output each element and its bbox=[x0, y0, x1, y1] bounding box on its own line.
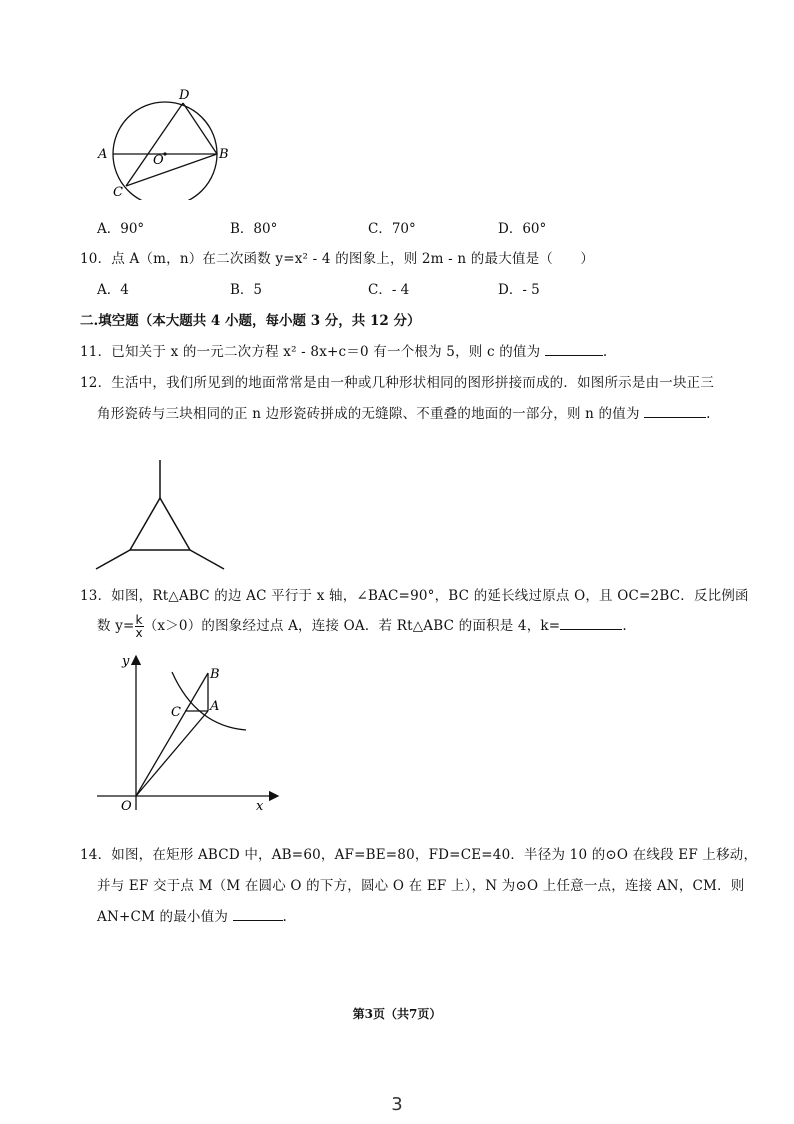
q14-answer-blank[interactable] bbox=[233, 908, 283, 921]
q9-option-a[interactable]: A．90° bbox=[97, 221, 145, 237]
q14-line-1: 14．如图，在矩形 ABCD 中，AB=60，AF=BE=80，FD=CE=40．半径为 10 的⊙O 在线段 EF 上移动， bbox=[80, 847, 758, 863]
q12-answer-blank[interactable] bbox=[644, 405, 706, 418]
section-title-fill-in: 二.填空题（本大题共 4 小题，每小题 3 分，共 12 分） bbox=[80, 313, 421, 329]
q12-line-2: 角形瓷砖与三块相同的正 n 边形瓷砖拼成的无缝隙、不重叠的地面的一部分，则 n 的值为 . bbox=[97, 406, 711, 422]
q14-line-2: 并与 EF 交于点 M（M 在圆心 O 的下方，圆心 O 在 EF 上），N 为⊙O 上任意一点，连接 AN，CM．则 bbox=[97, 878, 745, 894]
point-b-label: B bbox=[210, 667, 220, 682]
label-b: B bbox=[219, 147, 229, 162]
coordinate-figure bbox=[92, 650, 282, 815]
tiling-figure bbox=[90, 455, 240, 575]
q10-option-c[interactable]: C．- 4 bbox=[368, 282, 410, 298]
page-info: 第3页（共7页） bbox=[352, 1007, 442, 1021]
label-a: A bbox=[98, 147, 108, 162]
q10-option-a[interactable]: A．4 bbox=[97, 282, 129, 298]
point-c-label: C bbox=[171, 705, 181, 720]
q9-option-c[interactable]: C．70° bbox=[368, 221, 416, 237]
q11-stem: 11．已知关于 x 的一元二次方程 x² - 8x+c＝0 有一个根为 5，则 c 的值为 . bbox=[80, 344, 608, 360]
q9-option-d[interactable]: D．60° bbox=[498, 221, 547, 237]
q13-line-1: 13．如图，Rt△ABC 的边 AC 平行于 x 轴，∠BAC=90°，BC 的延长线过原点 O，且 OC=2BC．反比例函 bbox=[80, 588, 749, 604]
origin-label: O bbox=[121, 799, 132, 814]
q12-line-1: 12．生活中，我们所见到的地面常常是由一种或几种形状相同的图形拼接而成的．如图所示是由一块正三 bbox=[80, 375, 715, 391]
label-d: D bbox=[179, 88, 190, 103]
q11-answer-blank[interactable] bbox=[545, 343, 603, 356]
q10-option-d[interactable]: D．- 5 bbox=[498, 282, 540, 298]
q13-line-2: 数 y= $\frac{k}{x}$ （x＞0）的图象经过点 A，连接 OA．若 Rt△ABC 的面积是 4，k= . bbox=[97, 613, 627, 640]
axis-label-y: y bbox=[122, 654, 130, 669]
axis-label-x: x bbox=[256, 799, 264, 814]
q13-fraction: $\frac{k}{x}$ bbox=[135, 613, 143, 640]
q14-line-3: AN+CM 的最小值为 . bbox=[97, 909, 288, 925]
point-a-label: A bbox=[210, 699, 220, 714]
label-o: O bbox=[153, 153, 164, 168]
label-c: C bbox=[113, 185, 123, 200]
q9-option-b[interactable]: B．80° bbox=[230, 221, 278, 237]
q10-stem: 10．点 A（m，n）在二次函数 y=x² - 4 的图象上，则 2m - n 的最大值是（ ） bbox=[80, 251, 595, 267]
q13-answer-blank[interactable] bbox=[560, 617, 622, 630]
circle-figure bbox=[95, 84, 235, 200]
page-number: 3 bbox=[391, 1094, 403, 1115]
q10-option-b[interactable]: B．5 bbox=[230, 282, 263, 298]
